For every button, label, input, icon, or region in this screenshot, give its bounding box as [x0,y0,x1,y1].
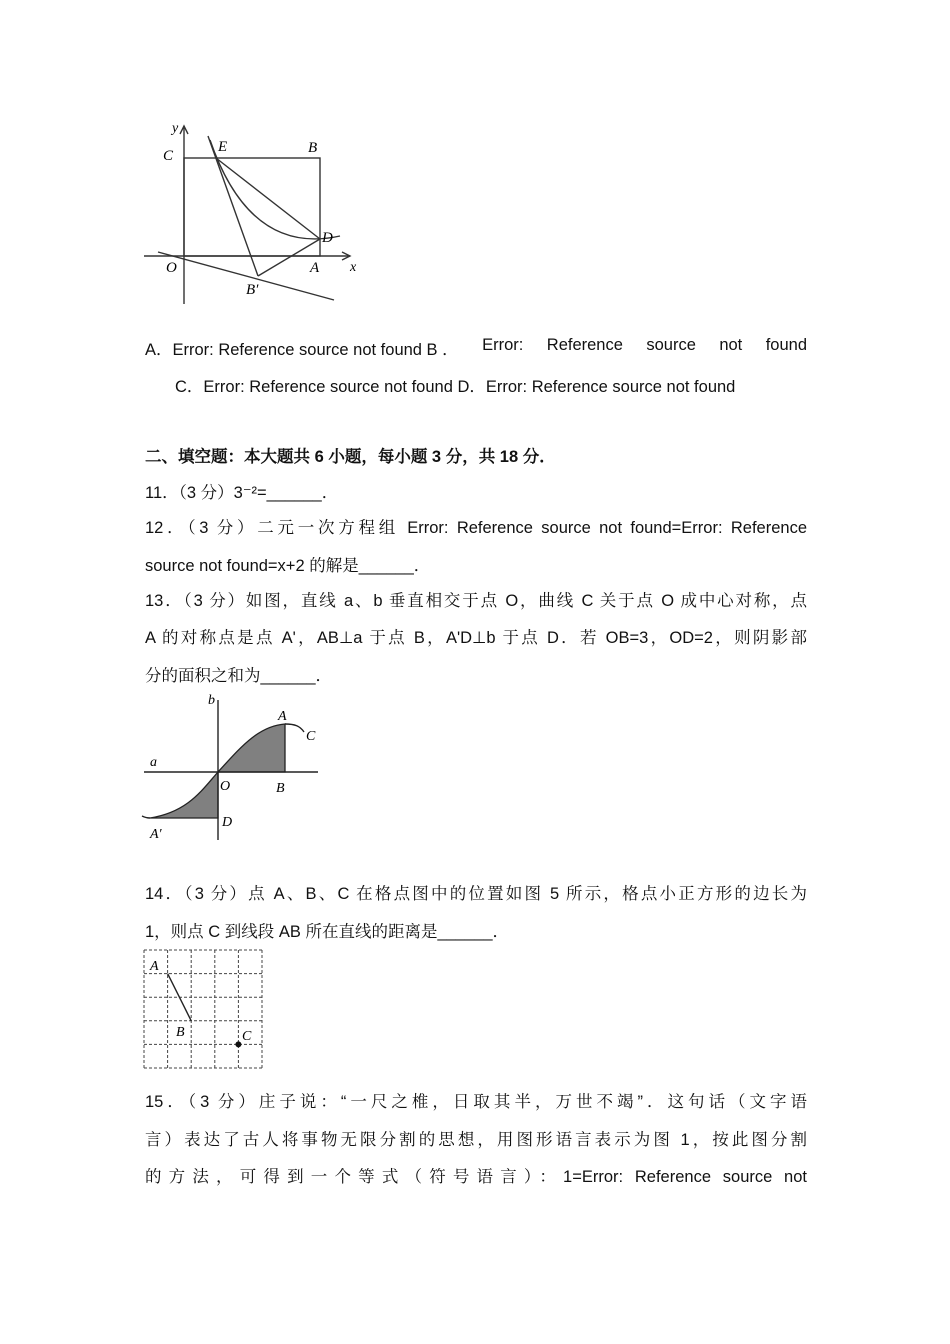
figure-14-svg [142,948,266,1070]
choice-b-word: found [765,336,807,354]
choice-b-word: source [646,336,696,354]
label-o: O [220,779,231,794]
choices-line-2 [175,373,837,397]
question-12-line-1: 12．（3 分）二元一次方程组 Error: Reference source not found=Error: Reference [145,519,807,537]
label-c: C [242,1029,252,1044]
choice-c-d: C．Error: Reference source not found D．Error: Reference source not found [175,378,736,396]
question-12-line-2: source not found=x+2 的解是______． [145,557,431,575]
label-a: A [150,959,159,974]
label-b-axis: b [208,693,215,708]
label-b-prime: B′ [246,282,259,298]
label-c-curve: C [306,729,316,744]
label-a-prime: A′ [150,827,162,842]
question-15-line-1: 15．（3 分）庄子说：“一尺之椎，日取其半，万世不竭”．这句话（文字语 [145,1093,807,1111]
question-15-line-3: 的方法，可得到一个等式（符号语言）：1=Error: Reference source not [145,1168,807,1186]
label-b: B [176,1025,185,1040]
label-b-point: B [276,781,285,796]
section-heading: 二、填空题：本大题共 6 小题，每小题 3 分，共 18 分． [145,448,556,466]
question-13-line-2: A 的对称点是点 A'，AB⊥a 于点 B，A'D⊥b 于点 D．若 OB=3，OD=2，则阴影部 [145,629,807,647]
question-14-line-1: 14．（3 分）点 A、B、C 在格点图中的位置如图 5 所示，格点小正方形的边长为 [145,885,807,903]
label-d: D [222,815,233,830]
question-15-line-2: 言）表达了古人将事物无限分割的思想，用图形语言表示为图 1，按此图分割 [145,1131,807,1149]
curve-shaded-figure [140,690,330,845]
label-x: x [350,260,357,275]
label-a: A [310,260,320,276]
question-11: 11．（3 分）3⁻²=______． [145,484,339,502]
choice-b-word: Reference [546,336,623,354]
question-13-line-3: 分的面积之和为______． [145,667,333,685]
choices-line-1 [145,336,807,360]
figure-13-svg [140,690,330,845]
grid-figure [142,948,266,1070]
choice-b-word: not [719,336,743,354]
label-e: E [218,139,228,155]
label-o: O [166,260,177,276]
label-d: D [322,230,333,246]
label-y: y [172,121,179,136]
figure-10-svg [140,118,365,308]
question-13-line-1: 13．（3 分）如图，直线 a、b 垂直相交于点 O，曲线 C 关于点 O 成中心对称，点 [145,592,807,610]
label-b: B [308,140,318,156]
choice-a-b: A．Error: Reference source not found B ． [145,341,459,359]
coordinate-rectangle-figure [140,118,365,308]
label-a-point: A [278,709,287,724]
choice-b-word: Error: [482,336,524,354]
label-c: C [163,148,174,164]
label-a-axis: a [150,755,157,770]
question-14-line-2: 1，则点 C 到线段 AB 所在直线的距离是______． [145,923,509,941]
